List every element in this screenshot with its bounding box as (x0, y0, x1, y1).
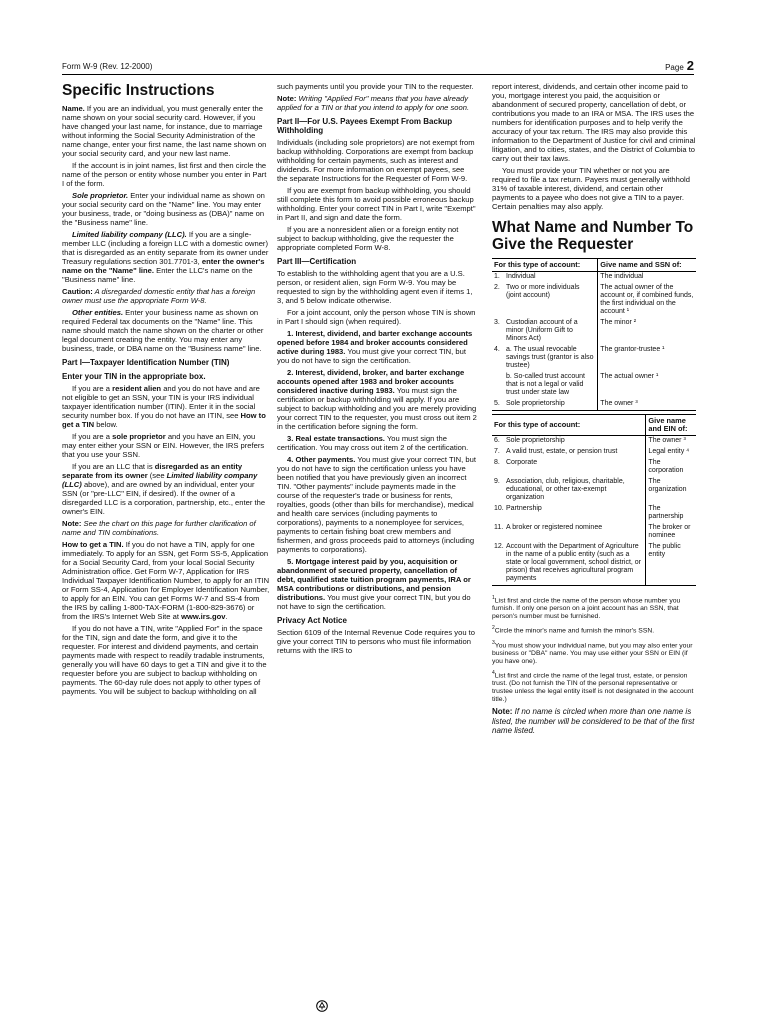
part3-heading: Part III—Certification (277, 257, 357, 266)
table1-row-give: The grantor-trustee ¹ (600, 346, 665, 353)
page-label: Page (665, 63, 684, 72)
irs-website-link[interactable]: www.irs.gov (181, 612, 226, 621)
item-3-text: You must sign the certification. You may cross out item 2 of the certification. (277, 434, 469, 452)
note-text: Writing "Applied For" means that you have already applied for a TIN or that you intend to apply for one soon. (277, 94, 470, 112)
privacy-continued: report interest, dividends, and certain other income paid to you, mortgage interest you paid, the acquisition or abandonment of secured property, cancellation of debt, or contributions you made to an IRA or MSA. The IRS uses the numbers for identification purposes and to help verify the accuracy of your tax return. The IRS may also provide this information to the Department of Justice for civil and criminal litigation, and to cities, states, and the District of Columbia to carry out their tax laws. (492, 82, 696, 163)
item-4-lead: 4. Other payments. (287, 455, 356, 464)
table2-row-give: The partnership (648, 505, 684, 520)
footnote-2: $^2$Circle the minor's name and furnish the minor's SSN. (492, 625, 655, 635)
table2-row (492, 523, 696, 542)
item-5-lead: 5. Mortgage interest paid by you, acquisition or abandonment of secured property, cancellation of debt, qualified state tuition program payments, IRA or MSA contributions or distributions, and pension distributions. (277, 557, 471, 602)
part1-heading: Part I—Taxpayer Identification Number (TIN) (62, 358, 230, 367)
table1-row-account: Two or more individuals (joint account) (504, 283, 598, 318)
item-3 (277, 434, 477, 452)
table2-row-account: Corporate (504, 458, 646, 477)
header-rule (62, 74, 694, 75)
table2-row-number: 9. (494, 478, 500, 485)
table2-row (492, 436, 696, 448)
ein-head-account: For this type of account: (492, 415, 646, 436)
table1-row-account: a. The usual revocable savings trust (grantor is also trustee) (504, 345, 598, 372)
note-text: See the chart on this page for further clarification of name and TIN combinations. (62, 519, 256, 537)
part2-paragraph-2: If you are exempt from backup withholding, you should still complete this form to avoid possible erroneous backup withholding. Enter your correct TIN in Part I, write "Exempt" in Part II, and sign and date the form. (277, 186, 476, 222)
t: and you do not have and are not eligible to get an SSN, your TIN is your IRS individual taxpayer identification number (ITIN). Enter it in the social security number box. If you do not have an ITIN, see (62, 384, 260, 420)
item-2-text: You must sign the certification or backup withholding will apply. If you are subject to backup withholding and you are merely providing your correct TIN to the requester, you must cross out item 2 in the certification before signing the form. (277, 386, 477, 431)
disregarded-term: disregarded as an entity separate from its owner (62, 462, 243, 480)
sole-text: Enter your individual name as shown on your social security card on the "Name" line. You may enter your business, trade, or "doing business as (DBA)" name on the "Business name" line. (62, 191, 265, 227)
table1-row (492, 318, 696, 345)
table1-row-number (492, 372, 504, 399)
llc-ref: Limited liability company (LLC) (62, 471, 258, 489)
table1-row-number: 4. (494, 346, 500, 353)
other-lead: Other entities. (72, 308, 124, 317)
table1-row (492, 272, 696, 284)
sole-lead: Sole proprietor. (72, 191, 129, 200)
privacy-paragraph: Section 6109 of the Internal Revenue Code requires you to give your correct TIN to persons who must file information returns with the IRS to (277, 628, 475, 655)
llc-bold: enter the owner's name on the "Name" line. (62, 257, 265, 275)
t: below. (94, 420, 118, 429)
chart-title: What Name and Number To Give the Requester (492, 219, 694, 253)
table2-row (492, 504, 696, 523)
table2-row-account: Association, club, religious, charitable, educational, or other tax-exempt organization (504, 477, 646, 504)
llc-end: Enter the LLC's name on the "Business name" line. (62, 266, 253, 284)
how-to-get-tin-ref: How to get a TIN (62, 411, 266, 429)
name-paragraph (62, 104, 270, 158)
footnote-4-text: List first and circle the name of the legal trust, estate, or pension trust. (Do not furnish the TIN of the personal representative or trustee unless the legal entity itself is not designated in the account title.) (492, 672, 694, 704)
footnote-2-text: Circle the minor's name and furnish the minor's SSN. (494, 627, 655, 635)
table2-row (492, 477, 696, 504)
part3-paragraph-2: For a joint account, only the person whose TIN is shown in Part I should sign (when required). (277, 308, 476, 326)
table2-row (492, 542, 696, 586)
footnote-1: $^1$List first and circle the name of the person whose number you furnish. If only one person on a joint account has an SSN, that person's number must be furnished. (492, 595, 681, 621)
t: If you are a (72, 432, 113, 441)
footnote-4: $^4$List first and circle the name of the legal trust, estate, or pension trust. (Do not furnish the TIN of the personal representative or trustee unless the legal entity itself is not designated in the account title.) (492, 669, 694, 704)
table1-row-number: 3. (494, 319, 500, 326)
howto-text: If you do not have a TIN, apply for one immediately. To apply for an SSN, get Form SS-5, Application for a Social Security Card, from your local Social Security Administration office. Get Form W-7, Application for IRS Individual Taxpayer Identification Number, to apply for an ITIN or Form SS-4, Application for Employer Identification Number, to apply for an EIN. You can get Forms W-7 and SS-4 from the IRS by calling 1-800-TAX-FORM (1-800-829-3676) or from the IRS's Internet Web Site at (62, 540, 270, 621)
how-to-get-tin-paragraph (62, 540, 270, 621)
item-4-text: You must give your correct TIN, but you do not have to sign the certification unless you have been notified that you have previously given an incorrect TIN. "Other payments" include payments made in the course of the requester's trade or business for rents, royalties, goods (other than bills for merchandise), medical and health care services (including payments to corporations), payments to a nonemployee for services, payments to certain fishing boat crew members and fishermen, and gross proceeds paid to attorneys (including payments to corporations). (277, 455, 476, 554)
column-2 (277, 82, 477, 658)
item-1-lead: 1. Interest, dividend, and barter exchange accounts opened before 1984 and broker accounts considered active during 1983. (277, 329, 473, 356)
table1-row-give: The actual owner ¹ (600, 373, 659, 380)
table1-row (492, 345, 696, 372)
table2-row-account: Partnership (504, 504, 646, 523)
item-3-lead: 3. Real estate transactions. (287, 434, 385, 443)
column-1 (62, 82, 270, 699)
sole-term: sole proprietor (112, 432, 166, 441)
table2-row-number: 11. (494, 524, 504, 531)
continued-paragraph: such payments until you provide your TIN to the requester. (277, 82, 474, 91)
llc-paragraph (62, 230, 270, 284)
item-1 (277, 329, 477, 365)
final-note (492, 707, 696, 736)
final-note-text: If no name is circled when more than one name is listed, the number will be considered to be that of the first name listed. (492, 707, 695, 736)
ssn-head-account: For this type of account: (492, 259, 598, 272)
item-1-text: You must give your correct TIN, but you do not have to sign the certification. (277, 347, 466, 365)
llc-lead: Limited liability company (LLC). (72, 230, 187, 239)
ein-table (492, 414, 696, 586)
item-5 (277, 557, 477, 611)
part2-paragraph-1: Individuals (including sole proprietors) are not exempt from backup withholding. Corporations are exempt from backup withholding for certain payments, such as interest and dividends. For more information on exempt payees, see the separate Instructions for the Requester of Form W-9. (277, 138, 475, 183)
table2-row (492, 447, 696, 458)
table1-row-number: 2. (494, 284, 500, 291)
page-indicator (665, 58, 694, 73)
ssn-table (492, 258, 696, 411)
table2-row-number: 7. (494, 448, 500, 455)
part2-paragraph-3: If you are a nonresident alien or a foreign entity not subject to backup withholding, give the requester the appropriate completed Form W-8. (277, 225, 459, 252)
table1-row-give: The actual owner of the account or, if combined funds, the first individual on the account ¹ (600, 284, 694, 315)
note-lead: Note: (62, 519, 82, 528)
enter-tin-heading: Enter your TIN in the appropriate box. (62, 372, 206, 381)
applied-note (277, 94, 477, 112)
table2-row-number: 10. (494, 505, 504, 512)
table2-row-account: A valid trust, estate, or pension trust (504, 447, 646, 458)
resident-alien-paragraph (62, 384, 270, 429)
table1-row-number: 1. (494, 273, 500, 280)
privacy-paragraph-2: You must provide your TIN whether or not you are required to file a tax return. Payers must generally withhold 31% of taxable interest, dividend, and certain other payments to a payee who does not give a TIN to a payer. Certain penalties may also apply. (492, 166, 690, 211)
note-paragraph (62, 519, 270, 537)
page-number: 2 (686, 58, 694, 73)
footnote-1-text: List first and circle the name of the person whose number you furnish. If only one person on a joint account has an SSN, that person's number must be furnished. (492, 597, 681, 621)
privacy-heading: Privacy Act Notice (277, 616, 347, 625)
caution-lead: Caution: (62, 287, 93, 296)
part2-heading: Part II—For U.S. Payees Exempt From Backup Withholding (277, 117, 453, 135)
form-id: Form W-9 (Rev. 12-2000) (62, 62, 153, 71)
t: If you are an LLC that is (72, 462, 155, 471)
item-5-text: You must give your correct TIN, but you do not have to sign the certification. (277, 593, 471, 611)
name-text: If you are an individual, you must generally enter the name shown on your social security card. However, if you have changed your last name, for instance, due to marriage without informing the Social Security Administration of the name change, enter your first name, the last name shown on your social security card, and your new last name. (62, 104, 267, 158)
ein-head-give: Give name and EIN of: (646, 415, 696, 436)
part3-paragraph-1: To establish to the withholding agent that you are a U.S. person, or resident alien, sign Form W-9. You may be requested to sign by the withholding agent even if items 1, 3, and 5 below indicate otherwise. (277, 269, 473, 305)
item-2-lead: 2. Interest, dividend, broker, and barter exchange accounts opened after 1983 and broker accounts considered inactive during 1983. (277, 368, 465, 395)
item-2 (277, 368, 477, 431)
section-title: Specific Instructions (62, 82, 215, 99)
table2-row-give: The public entity (646, 542, 696, 586)
t: If you are a (72, 384, 113, 393)
caution-text: A disregarded domestic entity that has a foreign owner must use the appropriate Form W-8. (62, 287, 256, 305)
table1-row-account: Individual (504, 272, 598, 284)
table1-row (492, 372, 696, 399)
joint-names-paragraph: If the account is in joint names, list first and then circle the name of the person or entity whose number you enter in Part I of the form. (62, 161, 267, 188)
table1-row-account: b. So-called trust account that is not a legal or valid trust under state law (504, 372, 598, 399)
applied-for-paragraph: If you do not have a TIN, write "Applied For" in the space for the TIN, sign and date the form, and give it to the requester. For interest and dividend payments, and certain payments made with respect to readily tradable instruments, generally you will have 60 days to get a TIN and give it to the requester before you are subject to backup withholding on payments. The 60-day rule does not apply to other types of payments. You will be subject to backup withholding on all (62, 624, 267, 696)
table2-row-give: The organization (648, 478, 687, 493)
table2-row-give: The owner ³ (648, 437, 686, 444)
item-4 (277, 455, 477, 554)
sole-proprietor-paragraph (62, 191, 270, 227)
table2-row (492, 458, 696, 477)
table1-row-account: Custodian account of a minor (Uniform Gift to Minors Act) (504, 318, 598, 345)
table1-row-give: The individual (600, 273, 644, 280)
t: . (225, 612, 228, 621)
llc-tin-paragraph (62, 462, 270, 516)
ssn-head-give: Give name and SSN of: (598, 259, 696, 272)
table2-row-account: A broker or registered nominee (504, 523, 646, 542)
llc-text: If you are a single-member LLC (including a foreign LLC with a domestic owner) that is disregarded as an entity separate from its owner under Treasury regulations section 301.7701-3, (62, 230, 269, 266)
table2-row-give: Legal entity ⁴ (648, 448, 690, 455)
table1-row-give: The owner ³ (598, 399, 696, 411)
footnote-3-text: You must show your individual name, but you may also enter your business or "DBA" name. You may use either your SSN or EIN (if you have one). (492, 641, 693, 665)
column-3 (492, 82, 696, 739)
table2-row-give: The broker or nominee (648, 524, 691, 539)
table2-row-account: Sole proprietorship (504, 436, 646, 448)
other-entities-paragraph (62, 308, 270, 353)
table1-row-number: 5. (492, 399, 504, 411)
table1-row (492, 283, 696, 318)
note-lead: Note: (277, 94, 297, 103)
name-lead: Name. (62, 104, 85, 113)
recycled-paper-icon (316, 1000, 328, 1012)
table2-row-number: 12. (492, 542, 504, 586)
table2-row-give: The corporation (648, 459, 684, 474)
final-note-lead: Note: (492, 707, 513, 717)
t: (see (147, 471, 167, 480)
table1-row-account: Sole proprietorship (504, 399, 598, 411)
table1-row (492, 399, 696, 411)
table1-row-give: The minor ² (600, 319, 637, 326)
sole-proprietor-tin-paragraph (62, 432, 270, 459)
footnote-3: $^3$You must show your individual name, but you may also enter your business or "DBA" name. You may use either your SSN or EIN (if you have one). (492, 639, 693, 665)
howto-lead: How to get a TIN. (62, 540, 124, 549)
table2-row-account: Account with the Department of Agriculture in the name of a public entity (such as a state or local government, school district, or prison) that receives agricultural program payments (504, 542, 646, 586)
other-text: Enter your business name as shown on required Federal tax documents on the "Name" line. This name should match the name shown on the charter or other legal document creating the entity. You may enter any business, trade, or DBA name on the "Business name" line. (62, 308, 264, 353)
t: above), and are owned by an individual, enter your SSN (or "pre-LLC" EIN, if desired). If the owner of a disregarded LLC is a corporation, partnership, etc., enter the owner's EIN. (62, 480, 266, 516)
table2-row-number: 6. (494, 437, 500, 444)
table2-row-number: 8. (494, 459, 500, 466)
t: and you have an EIN, you may enter either your SSN or EIN. However, the IRS prefers that you use your SSN. (62, 432, 265, 459)
resident-alien-term: resident alien (112, 384, 162, 393)
caution-paragraph (62, 287, 270, 305)
